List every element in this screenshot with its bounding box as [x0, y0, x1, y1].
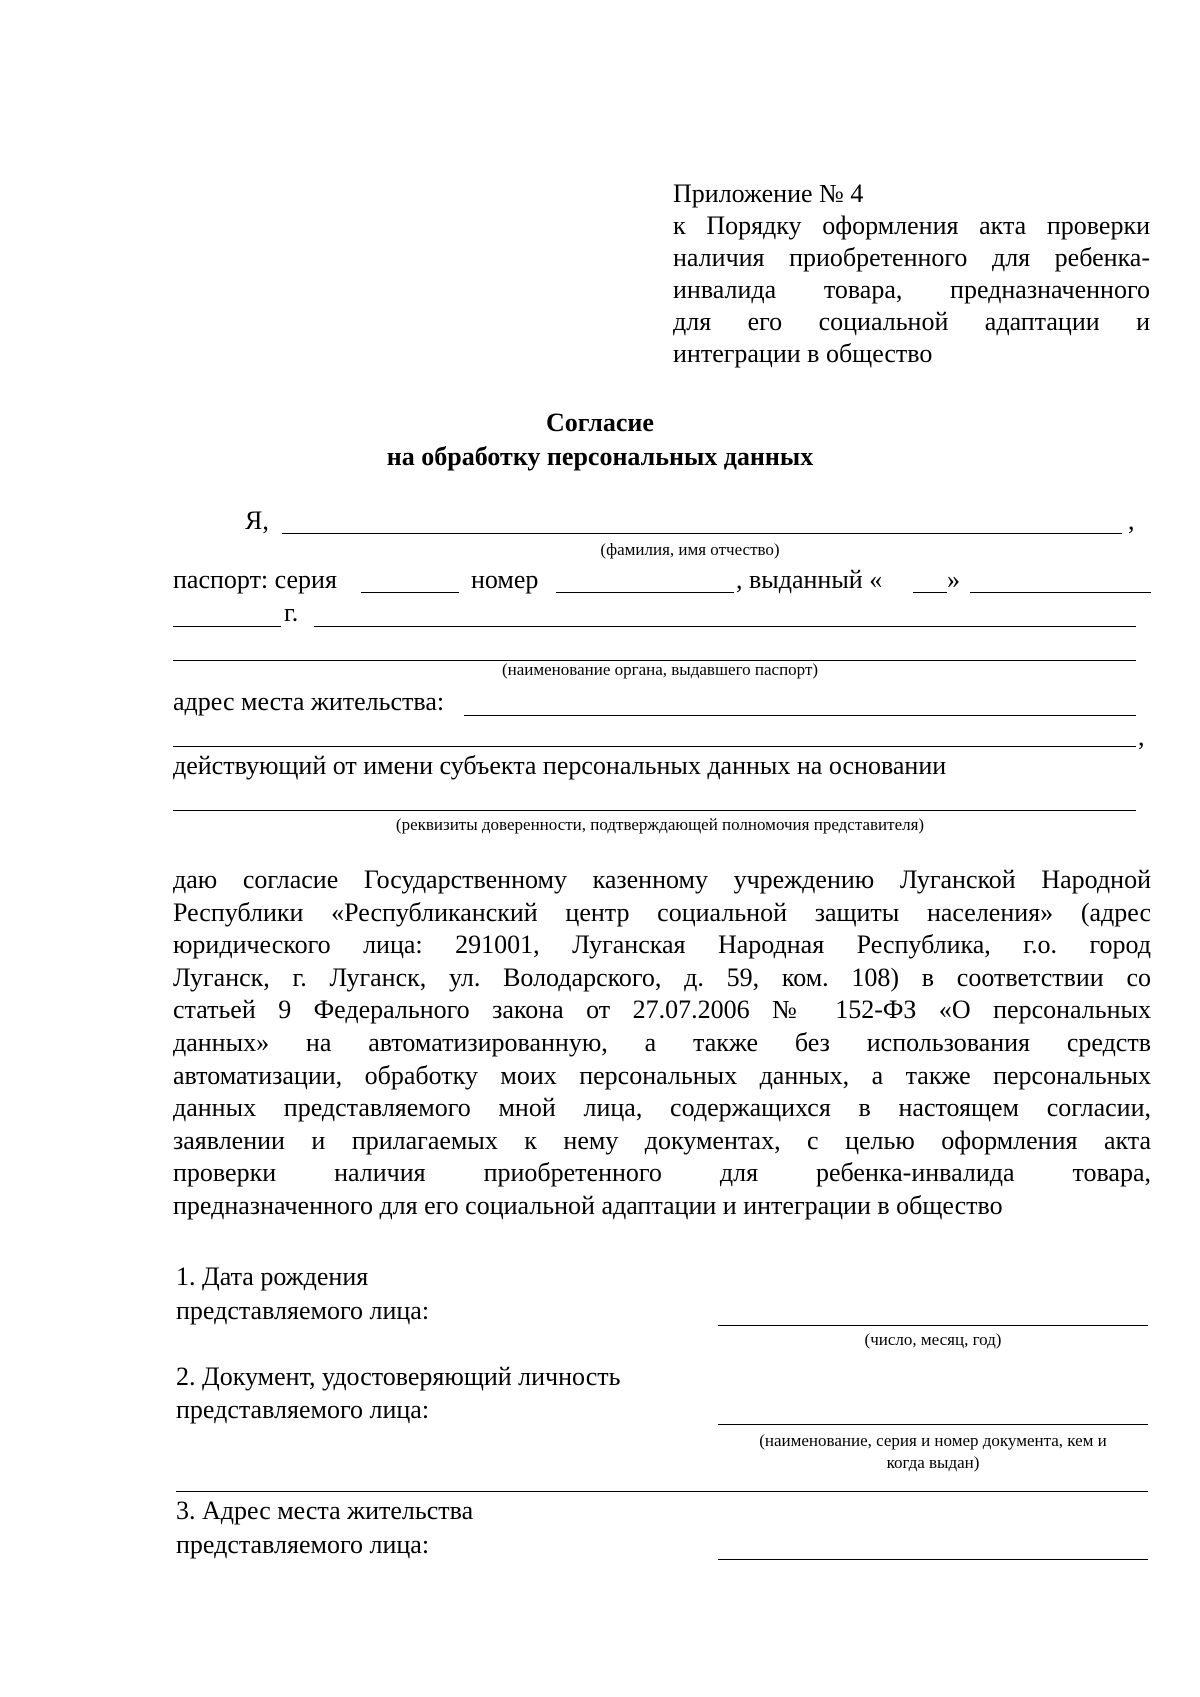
- appendix-header: [673, 178, 1150, 370]
- item-1-label-2: представляемого лица:: [176, 1296, 430, 1325]
- year-label: г.: [284, 598, 299, 627]
- passport-series-label: паспорт: серия: [173, 565, 337, 594]
- item-3-label-2: представляемого лица:: [176, 1530, 430, 1559]
- body-line: проверки наличия приобретенного для ребенка-инвалида товара,: [173, 1158, 1151, 1188]
- body-line: автоматизации, обработку моих персональных данных, а также персональных: [173, 1060, 1151, 1090]
- body-line: Луганск, г. Луганск, ул. Володарского, д. 59, ком. 108) в соответствии со: [173, 962, 1151, 992]
- body-line: данных» на автоматизированную, а также без использования средств: [173, 1027, 1151, 1057]
- identity-document-field[interactable]: [718, 1424, 1148, 1425]
- address-label: адрес места жительства:: [173, 687, 445, 716]
- identity-document-field-2[interactable]: [176, 1491, 1148, 1492]
- birth-date-caption: (число, месяц, год): [864, 1330, 1002, 1349]
- body-line: Республики «Республиканский центр социальной защиты населения» (адрес: [173, 897, 1151, 927]
- item-2-label: 2. Документ, удостоверяющий личность: [176, 1362, 621, 1391]
- power-caption: (реквизиты доверенности, подтверждающей полномочия представителя): [395, 815, 925, 834]
- passport-number-field[interactable]: [556, 592, 734, 593]
- power-of-attorney-field[interactable]: [173, 810, 1136, 811]
- body-line: заявлении и прилагаемых к нему документах, с целью оформления акта: [173, 1125, 1151, 1155]
- passport-series-field[interactable]: [361, 592, 459, 593]
- body-line: юридического лица: 291001, Луганская Народная Республика, г.о. город: [173, 930, 1151, 960]
- issued-day-field[interactable]: [913, 592, 947, 593]
- issued-year-field[interactable]: [173, 626, 281, 627]
- fio-caption: (фамилия, имя отчество): [600, 540, 780, 559]
- item-2-label-2: представляемого лица:: [176, 1395, 430, 1424]
- doc-title: Согласие: [546, 408, 654, 437]
- body-line: даю согласие Государственному казенному учреждению Луганской Народной: [173, 865, 1151, 894]
- identity-document-caption: (наименование, серия и номер документа, кем и: [759, 1431, 1107, 1450]
- appendix-line: к Порядку оформления акта проверки: [673, 211, 1150, 240]
- issuing-authority-field[interactable]: [314, 626, 1136, 627]
- ya-label: Я,: [245, 506, 269, 535]
- address-field[interactable]: [464, 715, 1136, 716]
- item-1-label: 1. Дата рождения: [176, 1262, 369, 1291]
- appendix-line: инвалида товара, предназначенного: [673, 275, 1150, 304]
- body-line: данных представляемого мной лица, содержащихся в настоящем согласии,: [173, 1093, 1151, 1123]
- authority-caption: (наименование органа, выдавшего паспорт): [501, 660, 819, 679]
- residence-address-field[interactable]: [718, 1559, 1148, 1560]
- passport-number-label: номер: [471, 565, 539, 594]
- appendix-line: интеграции в общество: [673, 339, 933, 368]
- fio-comma: ,: [1128, 506, 1135, 535]
- item-3-label: 3. Адрес места жительства: [176, 1496, 474, 1525]
- acting-text: действующий от имени субъекта персональных данных на основании: [173, 751, 947, 780]
- issued-close-quote: »: [947, 565, 960, 594]
- body-line: статьей 9 Федерального закона от 27.07.2006 № 152-ФЗ «О персональных: [173, 995, 1151, 1025]
- fio-field[interactable]: [282, 533, 1122, 534]
- issued-month-field[interactable]: [970, 592, 1151, 593]
- body-line: предназначенного для его социальной адаптации и интеграции в общество: [173, 1190, 1003, 1220]
- consent-paragraph: [173, 864, 1151, 1223]
- birth-date-field[interactable]: [718, 1325, 1148, 1326]
- address-field-2[interactable]: [173, 746, 1136, 747]
- appendix-line: наличия приобретенного для ребенка-: [673, 243, 1150, 272]
- doc-subtitle: на обработку персональных данных: [386, 442, 814, 471]
- appendix-line: для его социальной адаптации и: [673, 307, 1150, 336]
- address-comma: ,: [1138, 722, 1145, 751]
- appendix-number: Приложение № 4: [673, 179, 864, 208]
- identity-document-caption-2: когда выдан): [886, 1453, 980, 1472]
- passport-issued-label: , выданный «: [736, 565, 883, 594]
